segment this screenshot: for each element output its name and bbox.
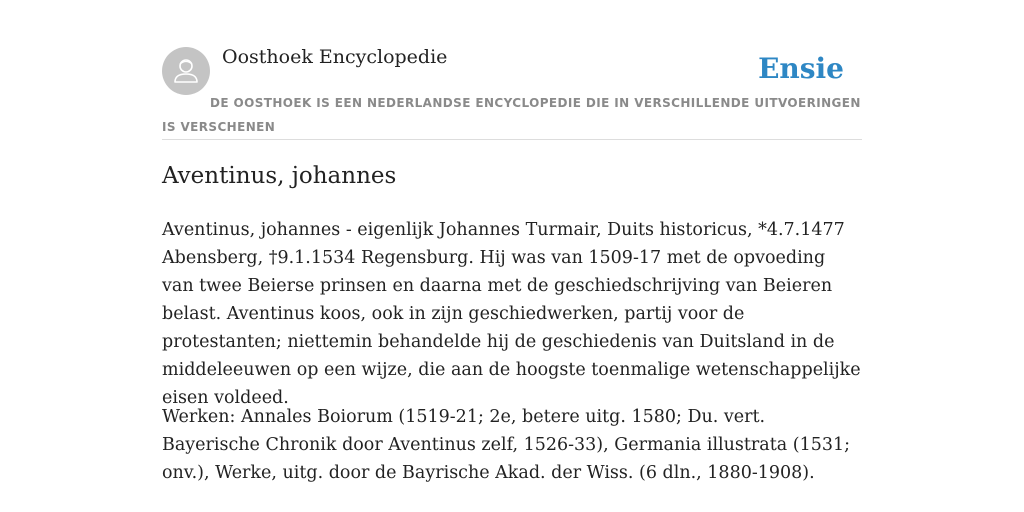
ensie-logo-link[interactable]: Ensie: [758, 52, 844, 85]
header-divider: [162, 139, 862, 140]
user-icon: [162, 47, 210, 95]
entry-works-paragraph: Werken: Annales Boiorum (1519-21; 2e, betere uitg. 1580; Du. vert. Bayerische Chronik door Aventinus zelf, 1526-33), Germania illustrata (1531; onv.), Werke, uitg. door de Bayrische Akad. der Wiss. (6 dln., 1880-1908).: [162, 407, 851, 483]
source-avatar[interactable]: [162, 47, 210, 95]
source-name-link[interactable]: Oosthoek Encyclopedie: [222, 46, 448, 68]
entry-title: Aventinus, johannes: [162, 163, 397, 189]
entry-paragraph: Aventinus, johannes - eigenlijk Johannes Turmair, Duits historicus, *4.7.1477 Abensberg, †9.1.1534 Regensburg. Hij was van 1509-17 met de opvoeding van twee Beierse prinsen en daarna met de geschiedschrijving van Beieren belast. Aventinus koos, ook in zijn geschiedwerken, partij voor de protestanten; niettemin behandelde hij de geschiedenis van Duitsland in de middeleeuwen op een wijze, die aan de hoogste toenmalige wetenschappelijke eisen voldeed.: [162, 220, 861, 408]
source-tagline: DE OOSTHOEK IS EEN NEDERLANDSE ENCYCLOPEDIE DIE IN VERSCHILLENDE UITVOERINGEN IS VERSCHENEN: [162, 96, 861, 134]
